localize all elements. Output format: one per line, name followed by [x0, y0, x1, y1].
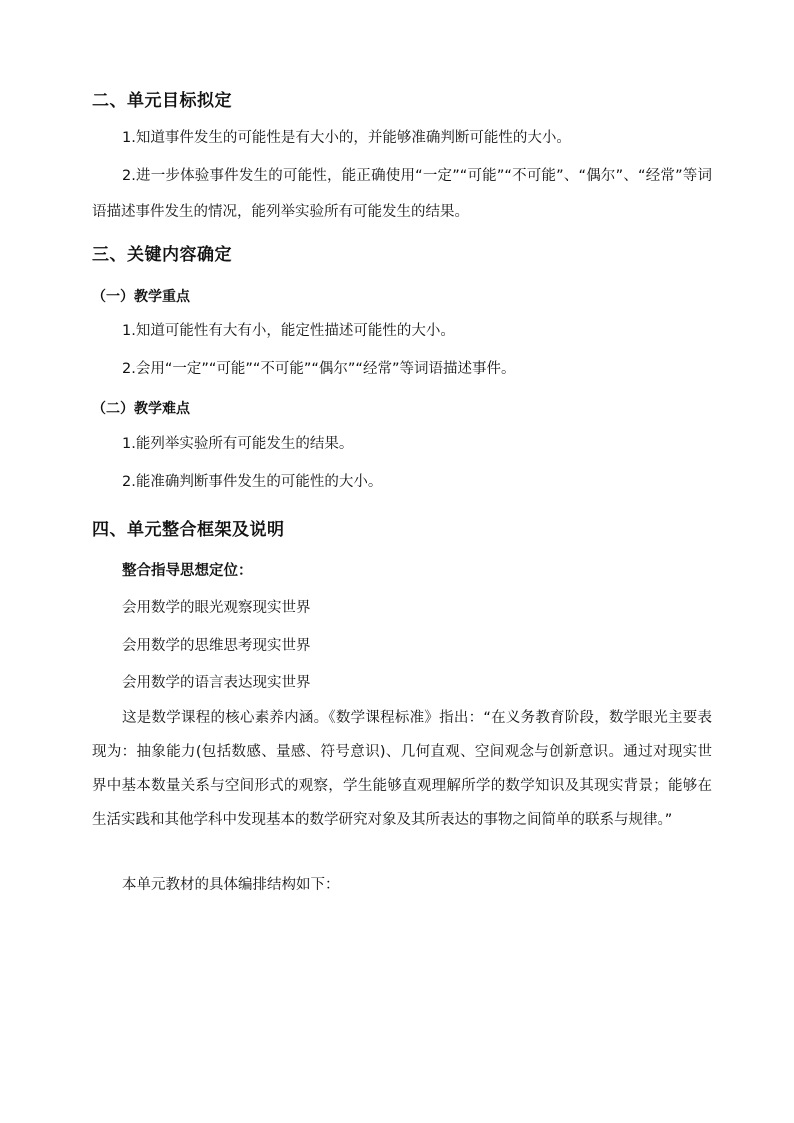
standard-quote-paragraph: 这是数学课程的核心素养内涵。《数学课程标准》指出：“在义务教育阶段，数学眼光主要表现为：抽象能力(包括数感、量感、符号意识)、几何直观、空间观念与创新意识。通过对现实世界中基本数量关系与空间形式的观察，学生能够直观理解所学的数学知识及其现实背景；能够在生活实践和其他学科中发现基本的数学研究对象及其所表达的事物之间简单的联系与规律。”: [92, 710, 712, 828]
closing-line: 本单元教材的具体编排结构如下：: [122, 877, 340, 893]
difficult-point-2: 2.能准确判断事件发生的可能性的大小。: [122, 474, 383, 490]
section-2-heading: 二、单元目标拟定: [92, 91, 232, 111]
goal-item-2: 2.进一步体验事件发生的可能性，能正确使用“一定”“可能”“不可能”、“偶尔”、“经常”等词语描述事件发生的情况，能列举实验所有可能发生的结果。: [92, 168, 712, 220]
guide-line-1: 会用数学的眼光观察现实世界: [122, 600, 311, 616]
section-3-heading: 三、关键内容确定: [92, 245, 232, 265]
guide-line-2: 会用数学的思维思考现实世界: [122, 638, 311, 654]
difficult-point-1: 1.能列举实验所有可能发生的结果。: [122, 436, 354, 452]
difficult-points-heading: （二）教学难点: [92, 401, 190, 417]
key-point-1: 1.知道可能性有大有小，能定性描述可能性的大小。: [122, 323, 455, 339]
guide-title: 整合指导思想定位：: [122, 563, 253, 579]
section-4-heading: 四、单元整合框架及说明: [92, 520, 285, 540]
guide-line-3: 会用数学的语言表达现实世界: [122, 675, 311, 691]
goal-item-1: 1.知道事件发生的可能性是有大小的，并能够准确判断可能性的大小。: [122, 130, 571, 146]
key-point-2: 2.会用“一定”“可能”“不可能”“偶尔”“经常”等词语描述事件。: [122, 361, 516, 377]
key-points-heading: （一）教学重点: [92, 289, 190, 305]
